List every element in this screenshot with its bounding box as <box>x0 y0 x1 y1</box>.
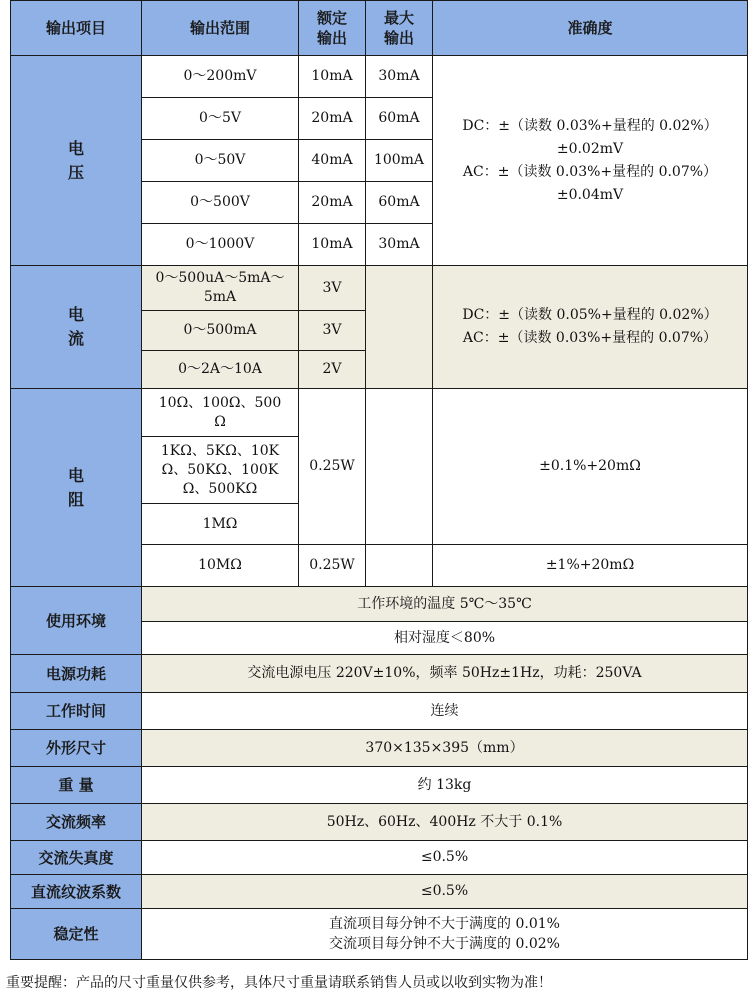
voltage-range-4: 0～500V <box>142 182 299 224</box>
distortion-value: ≤0.5% <box>142 841 748 875</box>
stability-label: 稳定性 <box>11 909 142 960</box>
size-label: 外形尺寸 <box>11 730 142 767</box>
spec-sheet <box>10 0 747 960</box>
current-rated-3: 2V <box>299 351 366 389</box>
env-temp: 工作环境的温度 5℃～35℃ <box>142 587 748 622</box>
voltage-rated-2: 20mA <box>299 98 366 140</box>
current-max-empty <box>366 266 433 389</box>
current-accuracy: DC：±（读数 0.05%+量程的 0.02%） AC：±（读数 0.03%+量程的 0.07%） <box>433 266 748 389</box>
resistance-label: 电 阻 <box>11 389 142 587</box>
resistance-range-4: 10MΩ <box>142 545 299 587</box>
header-rated: 额定 输出 <box>299 1 366 56</box>
ripple-value: ≤0.5% <box>142 875 748 909</box>
voltage-range-3: 0～50V <box>142 140 299 182</box>
header-range: 输出范围 <box>142 1 299 56</box>
spec-table <box>10 0 748 960</box>
env-label: 使用环境 <box>11 587 142 655</box>
voltage-range-2: 0～5V <box>142 98 299 140</box>
voltage-max-1: 30mA <box>366 56 433 98</box>
voltage-rated-5: 10mA <box>299 224 366 266</box>
time-value: 连续 <box>142 693 748 730</box>
header-accuracy: 准确度 <box>433 1 748 56</box>
voltage-range-1: 0～200mV <box>142 56 299 98</box>
voltage-rated-4: 20mA <box>299 182 366 224</box>
freq-label: 交流频率 <box>11 804 142 841</box>
distortion-label: 交流失真度 <box>11 841 142 875</box>
ripple-label: 直流纹波系数 <box>11 875 142 909</box>
voltage-max-4: 60mA <box>366 182 433 224</box>
weight-value: 约 13kg <box>142 767 748 804</box>
voltage-accuracy: DC：±（读数 0.03%+量程的 0.02%） ±0.02mV AC：±（读数 0.03%+量程的 0.07%） ±0.04mV <box>433 56 748 266</box>
resistance-range-1: 10Ω、100Ω、500 Ω <box>142 389 299 437</box>
resistance-range-2: 1KΩ、5KΩ、10K Ω、50KΩ、100K Ω、500KΩ <box>142 437 299 504</box>
header-item: 输出项目 <box>11 1 142 56</box>
current-range-3: 0～2A～10A <box>142 351 299 389</box>
resistance-rated-b: 0.25W <box>299 545 366 587</box>
freq-value: 50Hz、60Hz、400Hz 不大于 0.1% <box>142 804 748 841</box>
voltage-rated-1: 10mA <box>299 56 366 98</box>
voltage-range-5: 0～1000V <box>142 224 299 266</box>
current-label: 电 流 <box>11 266 142 389</box>
weight-label: 重 量 <box>11 767 142 804</box>
env-humidity: 相对湿度＜80% <box>142 622 748 655</box>
voltage-max-5: 30mA <box>366 224 433 266</box>
current-rated-2: 3V <box>299 311 366 351</box>
resistance-accuracy-a: ±0.1%+20mΩ <box>433 389 748 545</box>
voltage-max-2: 60mA <box>366 98 433 140</box>
time-label: 工作时间 <box>11 693 142 730</box>
current-rated-1: 3V <box>299 266 366 311</box>
current-range-2: 0～500mA <box>142 311 299 351</box>
resistance-range-3: 1MΩ <box>142 504 299 545</box>
size-value: 370×135×395（mm） <box>142 730 748 767</box>
power-value: 交流电源电压 220V±10%，频率 50Hz±1Hz，功耗：250VA <box>142 655 748 693</box>
voltage-max-3: 100mA <box>366 140 433 182</box>
stability-value: 直流项目每分钟不大于满度的 0.01% 交流项目每分钟不大于满度的 0.02% <box>142 909 748 960</box>
resistance-accuracy-b: ±1%+20mΩ <box>433 545 748 587</box>
current-range-1: 0～500uA～5mA～ 5mA <box>142 266 299 311</box>
footnote: 重要提醒：产品的尺寸重量仅供参考，具体尺寸重量请联系销售人员或以收到实物为准！ <box>6 975 552 991</box>
voltage-rated-3: 40mA <box>299 140 366 182</box>
resistance-rated-a: 0.25W <box>299 389 366 545</box>
power-label: 电源功耗 <box>11 655 142 693</box>
voltage-label: 电 压 <box>11 56 142 266</box>
resistance-max-empty <box>366 389 433 545</box>
resistance-max-empty-2 <box>366 545 433 587</box>
header-max: 最大 输出 <box>366 1 433 56</box>
